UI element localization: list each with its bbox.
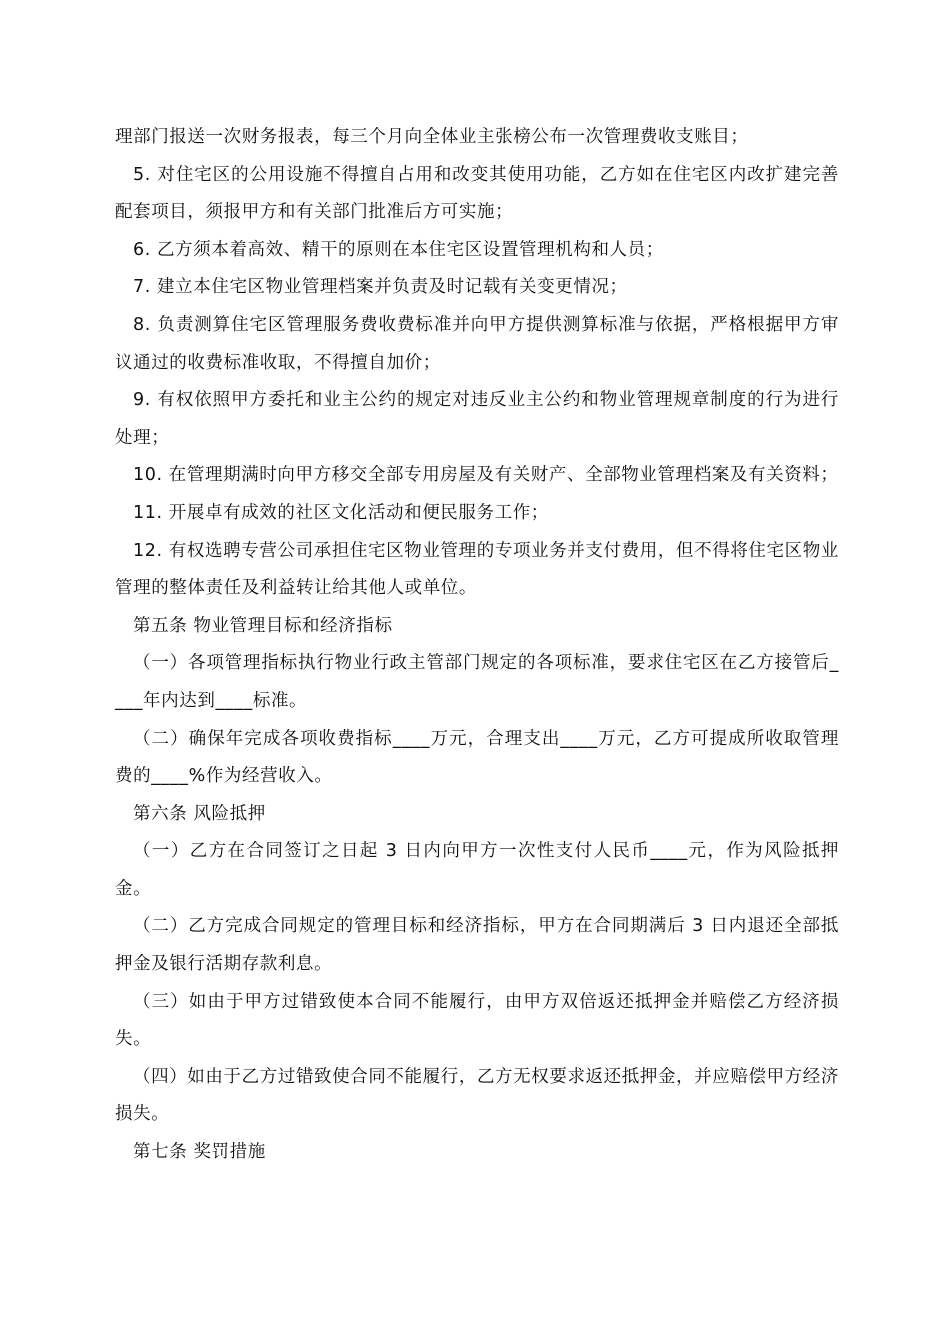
clause-item-5: 5. 对住宅区的公用设施不得擅自占用和改变其使用功能，乙方如在住宅区内改扩建完善配套项目，须报甲方和有关部门批准后方可实施； — [115, 164, 839, 223]
article-5-item-1: （一）各项管理指标执行物业行政主管部门规定的各项标准，要求住宅区在乙方接管后____年内达到____标准。 — [115, 653, 839, 711]
clause-item-8: 8. 负责测算住宅区管理服务费收费标准并向甲方提供测算标准与依据，严格根据甲方审议通过的收费标准收取，不得擅自加价； — [115, 314, 839, 373]
clause-item-10: 10. 在管理期满时向甲方移交全部专用房屋及有关财产、全部物业管理档案及有关资料； — [133, 465, 839, 486]
clause-item-11: 11. 开展卓有成效的社区文化活动和便民服务工作； — [133, 502, 549, 523]
article-6-item-2: （二）乙方完成合同规定的管理目标和经济指标，甲方在合同期满后 3 日内退还全部抵押金及银行活期存款利息。 — [115, 916, 839, 975]
clause-item-9: 9. 有权依照甲方委托和业主公约的规定对违反业主公约和物业管理规章制度的行为进行处理； — [115, 390, 839, 448]
article-5-item-2: （二）确保年完成各项收费指标____万元，合理支出____万元，乙方可提成所收取管理费的____%作为经营收入。 — [115, 728, 839, 787]
article-6-item-4: （四）如由于乙方过错致使合同不能履行，乙方无权要求返还抵押金，并应赔偿甲方经济损失。 — [115, 1066, 839, 1125]
article-5-heading: 第五条 物业管理目标和经济指标 — [133, 615, 393, 636]
clause-item-7: 7. 建立本住宅区物业管理档案并负责及时记载有关变更情况； — [133, 277, 628, 298]
paragraph-continuation: 理部门报送一次财务报表，每三个月向全体业主张榜公布一次管理费收支账目； — [115, 127, 749, 147]
article-6-heading: 第六条 风险抵押 — [133, 803, 266, 824]
article-6-item-3: （三）如由于甲方过错致使本合同不能履行，由甲方双倍返还抵押金并赔偿乙方经济损失。 — [115, 991, 839, 1050]
article-7-heading: 第七条 奖罚措施 — [133, 1142, 266, 1163]
article-6-item-1: （一）乙方在合同签订之日起 3 日内向甲方一次性支付人民币____元，作为风险抵押金。 — [115, 841, 839, 899]
document-body — [115, 119, 839, 1172]
clause-item-12: 12. 有权选聘专营公司承担住宅区物业管理的专项业务并支付费用，但不得将住宅区物业管理的整体责任及利益转让给其他人或单位。 — [115, 540, 839, 599]
clause-item-6: 6. 乙方须本着高效、精干的原则在本住宅区设置管理机构和人员； — [133, 239, 664, 260]
